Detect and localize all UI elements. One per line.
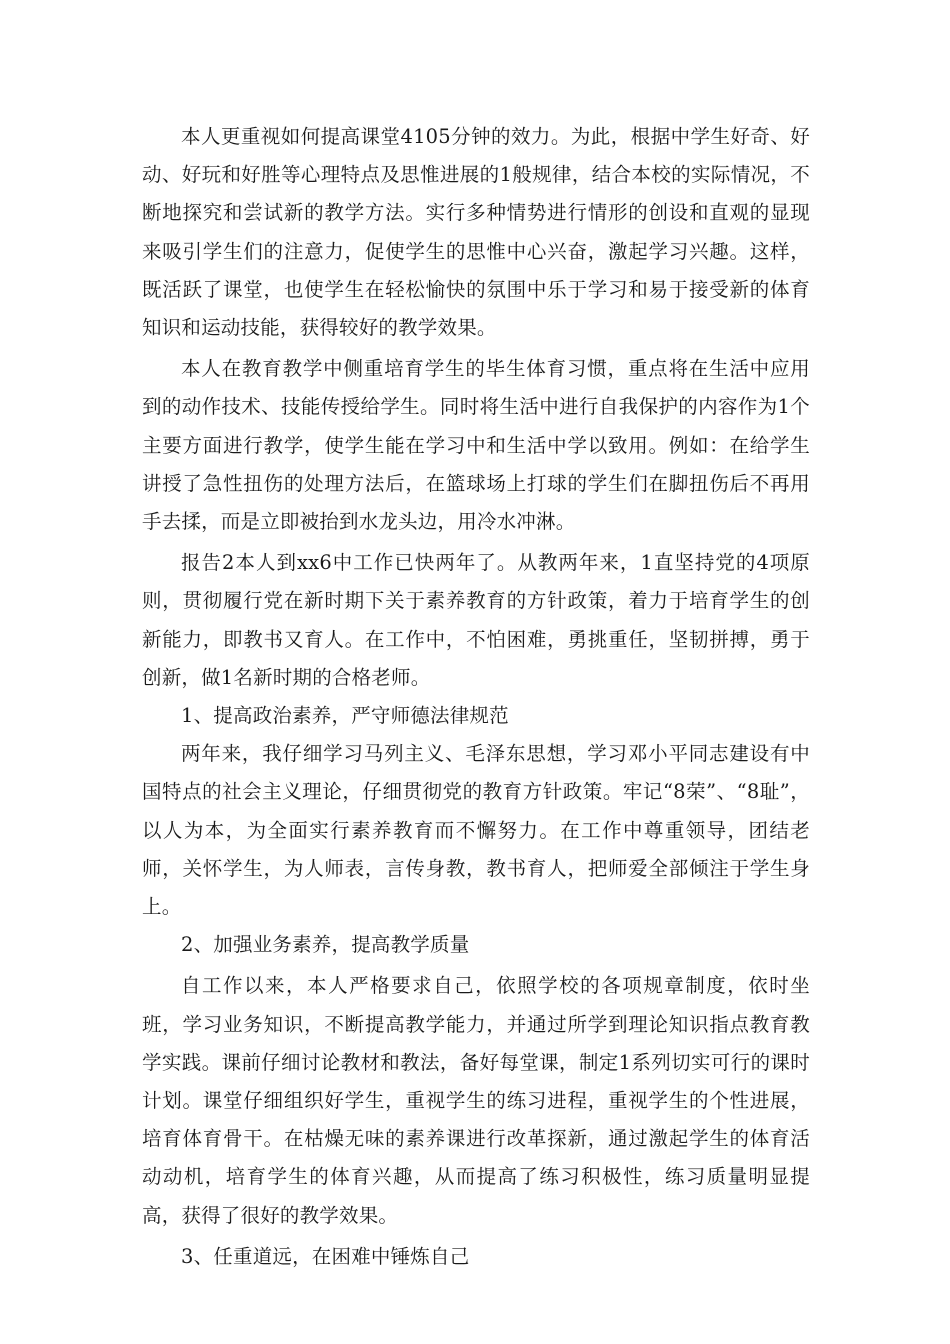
paragraph-political-study: 两年来，我仔细学习马列主义、毛泽东思想，学习邓小平同志建设有中国特点的社会主义理论，仔细贯彻党的教育方针政策。牢记“8荣”、“8耻”，以人为本，为全面实行素养教育而不懈努力。在工作中尊重领导，团结老师，关怀学生，为人师表，言传身教，教书育人，把师爱全部倾注于学生身上。	[142, 742, 810, 919]
paragraph-classroom-efficiency: 本人更重视如何提高课堂4105分钟的效力。为此，根据中学生好奇、好动、好玩和好胜等心理特点及思惟进展的1般规律，结合本校的实际情况，不断地探究和尝试新的教学方法。实行多种情势进行情形的创设和直观的显现来吸引学生们的注意力，促使学生的思惟中心兴奋，激起学习兴趣。这样，既活跃了课堂，也使学生在轻松愉快的氛围中乐于学习和易于接受新的体育知识和运动技能，获得较好的教学效果。	[142, 125, 810, 340]
paragraph-professional-quality: 自工作以来，本人严格要求自己，依照学校的各项规章制度，依时坐班，学习业务知识，不断提高教学能力，并通过所学到理论知识指点教育教学实践。课前仔细讨论教材和教法，备好每堂课，制定1系列切实可行的课时计划。课堂仔细组织好学生，重视学生的练习进程，重视学生的个性进展，培育体育骨干。在枯燥无味的素养课进行改革探新，通过激起学生的体育活动动机，培育学生的体育兴趣，从而提高了练习积极性，练习质量明显提高，获得了很好的教学效果。	[142, 974, 810, 1227]
document-body	[142, 118, 810, 1276]
section-heading-3: 3、任重道远，在困难中锤炼自己	[181, 1244, 470, 1268]
section-heading-2: 2、加强业务素养，提高教学质量	[181, 933, 470, 957]
paragraph-report-intro: 报告2本人到xx6中工作已快两年了。从教两年来，1直坚持党的4项原则，贯彻履行党在新时期下关于素养教育的方针政策，着力于培育学生的创新能力，即教书又育人。在工作中，不怕困难，勇挑重任，坚韧拼搏，勇于创新，做1名新时期的合格老师。	[142, 551, 810, 689]
section-heading-1: 1、提高政治素养，严守师德法律规范	[181, 704, 509, 728]
paragraph-lifelong-habits: 本人在教育教学中侧重培育学生的毕生体育习惯，重点将在生活中应用到的动作技术、技能传授给学生。同时将生活中进行自我保护的内容作为1个主要方面进行教学，使学生能在学习中和生活中学以致用。例如：在给学生讲授了急性扭伤的处理方法后，在篮球场上打球的学生们在脚扭伤后不再用手去揉，而是立即被抬到水龙头边，用冷水冲淋。	[142, 357, 810, 534]
